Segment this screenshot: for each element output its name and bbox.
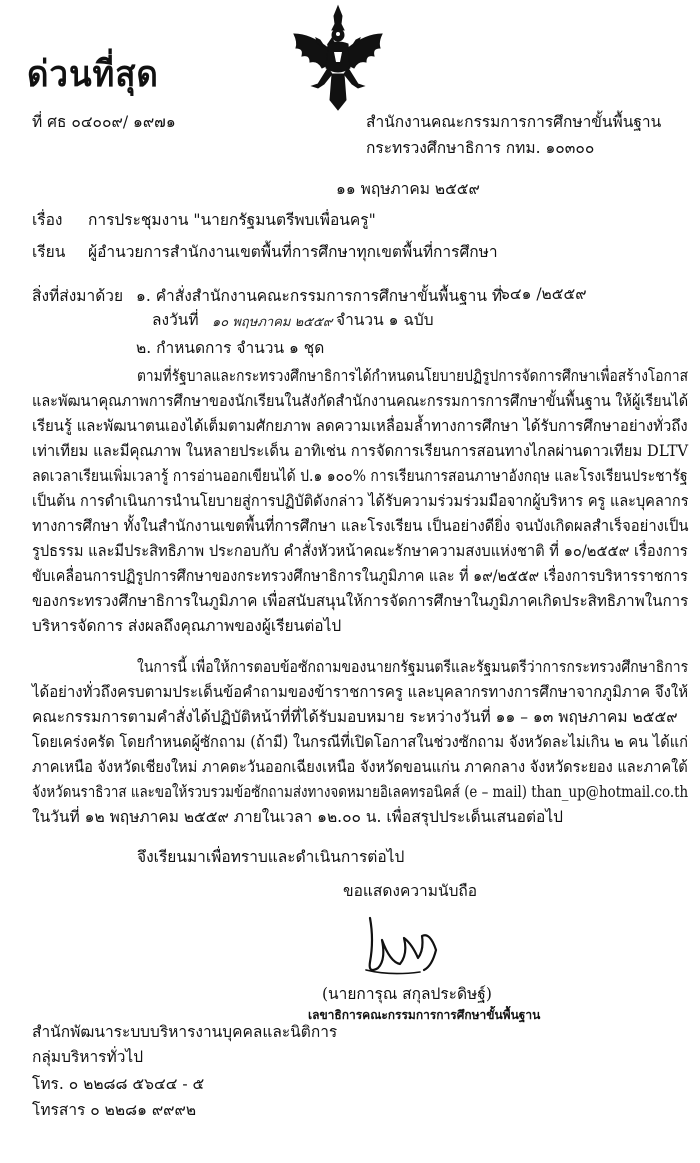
body-p2-line: โดยเคร่งครัด โดยกำหนดผู้ซักถาม (ถ้ามี) ในกรณีที่เปิดโอกาสในช่วงซักถาม จังหวัดละไม่เกิน ๒ คน ได้แก่ xyxy=(32,733,688,751)
body-p1-line: และพัฒนาคุณภาพการศึกษาของนักเรียนในสังกัดสำนักงานคณะกรรมการการศึกษาขั้นพื้นฐาน ให้ผู้เรียนได้ xyxy=(32,392,689,410)
body-p1-line: ตามที่รัฐบาลและกระทรวงศึกษาธิการได้กำหนดนโยบายปฏิรูปการจัดการศึกษาเพื่อสร้างโอกาส xyxy=(137,367,688,385)
body-p2-line: ในวันที่ ๑๒ พฤษภาคม ๒๕๕๙ ภายในเวลา ๑๒.๐๐ น. เพื่อสรุปประเด็นเสนอต่อไป xyxy=(32,808,563,826)
body-p2-line: คณะกรรมการตามคำสั่งได้ปฏิบัติหน้าที่ที่ได้รับมอบหมาย ระหว่างวันที่ ๑๑ – ๑๓ พฤษภาคม ๒๕๕๙ xyxy=(32,708,678,726)
footer-phone: โทร. ๐ ๒๒๘๘ ๕๖๔๔ - ๕ xyxy=(32,1075,205,1093)
reference-number: ที่ ศธ ๐๔๐๐๙/ ๑๙๗๑ xyxy=(32,113,176,131)
body-p3: จึงเรียนมาเพื่อทราบและดำเนินการต่อไป xyxy=(137,848,405,866)
garuda-emblem xyxy=(288,4,388,112)
body-p1-line: เรียนรู้ และพัฒนาตนเองได้เต็มตามศักยภาพ ลดความเหลื่อมล้ำทางการศึกษา ได้รับการศึกษาอย่างทั่วถึง xyxy=(32,417,688,435)
attachment-1-number: ๖๔๑ /๒๕๕๙ xyxy=(500,285,587,303)
body-p1-line: ของกระทรวงศึกษาธิการในภูมิภาค เพื่อสนับสนุนให้การจัดการศึกษาในภูมิภาคเกิดประสิทธิภาพในการ xyxy=(32,592,689,610)
letter-date: ๑๑ พฤษภาคม ๒๕๕๙ xyxy=(336,180,480,198)
attachment-2: ๒. กำหนดการ จำนวน ๑ ชุด xyxy=(136,339,325,357)
body-p2-line: ได้อย่างทั่วถึงครบตามประเด็นข้อคำถามของข้าราชการครู และบุคลากรทางการศึกษาจากภูมิภาค จึงให้ xyxy=(32,683,689,701)
attachment-1-count: จำนวน ๑ ฉบับ xyxy=(336,311,434,329)
body-p1-line: ขับเคลื่อนการปฏิรูปการศึกษาของกระทรวงศึกษาธิการในภูมิภาค และ ที่ ๑๙/๒๕๕๙ เรื่องการบริหารราชการ xyxy=(32,567,688,585)
urgency-stamp: ด่วนที่สุด xyxy=(27,54,159,95)
body-p1-line: ลดเวลาเรียนเพิ่มเวลารู้ การอ่านออกเขียนได้ ป.๑ ๑๐๐% การเรียนการสอนภาษาอังกฤษ และโรงเรียนประชารัฐ xyxy=(32,467,688,485)
signer-name: (นายการุณ สกุลประดิษฐ์) xyxy=(322,985,492,1003)
attachment-1-handwritten-date: ๑๐ พฤษภาคม ๒๕๕๙ xyxy=(212,315,333,330)
body-p1-line: เท่าเทียม และมีคุณภาพ ในหลายประเด็น อาทิเช่น การจัดการเรียนการสอนทางไกลผ่านดาวเทียม DLTV xyxy=(32,442,689,460)
footer-group: กลุ่มบริหารทั่วไป xyxy=(32,1048,144,1066)
body-p1-line: เป็นต้น การดำเนินการนำนโยบายสู่การปฏิบัติดังกล่าว ได้รับความร่วมร่วมมือจากผู้บริหาร ครู และบุคลากร xyxy=(32,492,689,510)
office-line-2: กระทรวงศึกษาธิการ กทม. ๑๐๓๐๐ xyxy=(366,139,595,157)
subject-text: การประชุมงาน "นายกรัฐมนตรีพบเพื่อนครู" xyxy=(88,211,376,229)
attachment-1-date-prefix: ลงวันที่ xyxy=(152,311,199,329)
body-p2-line: จังหวัดนราธิวาส และขอให้รวบรวมข้อซักถามส่งทางจดหมายอิเลคทรอนิคส์ (e – mail) than_up@hotmail.co.th xyxy=(32,783,689,801)
subject-label: เรื่อง xyxy=(32,211,63,229)
to-label: เรียน xyxy=(32,243,66,261)
footer-fax: โทรสาร ๐ ๒๒๘๑ ๙๙๙๒ xyxy=(32,1101,197,1119)
body-p1-line: รูปธรรม และมีประสิทธิภาพ ประกอบกับ คำสั่งหัวหน้าคณะรักษาความสงบแห่งชาติ ที่ ๑๐/๒๕๕๙ เรื่องการ xyxy=(32,542,688,560)
footer-department: สำนักพัฒนาระบบบริหารงานบุคคลและนิติการ xyxy=(32,1023,338,1041)
closing-phrase: ขอแสดงความนับถือ xyxy=(343,882,478,900)
to-text: ผู้อำนวยการสำนักงานเขตพื้นที่การศึกษาทุกเขตพื้นที่การศึกษา xyxy=(88,243,498,261)
body-p1-line: บริหารจัดการ ส่งผลถึงคุณภาพของผู้เรียนต่อไป xyxy=(32,617,342,635)
attachments-label: สิ่งที่ส่งมาด้วย xyxy=(32,287,124,305)
body-p2-line: ในการนี้ เพื่อให้การตอบข้อซักถามของนายกรัฐมนตรีและรัฐมนตรีว่าการกระทรวงศึกษาธิการ xyxy=(137,658,689,676)
attachment-1-line-1: ๑. คำสั่งสำนักงานคณะกรรมการการศึกษาขั้นพื้นฐาน ที่ xyxy=(136,287,503,305)
body-p1-line: ทางการศึกษา ทั้งในสำนักงานเขตพื้นที่การศึกษา และโรงเรียน เป็นอย่างดียิ่ง จนบังเกิดผลสำเร็จอย่างเป็น xyxy=(32,517,689,535)
body-p2-line: ภาคเหนือ จังหวัดเชียงใหม่ ภาคตะวันออกเฉียงเหนือ จังหวัดขอนแก่น ภาคกลาง จังหวัดระยอง และภาคใต้ xyxy=(32,758,688,776)
signer-position: เลขาธิการคณะกรรมการการศึกษาขั้นพื้นฐาน xyxy=(308,1008,541,1022)
office-line-1: สำนักงานคณะกรรมการการศึกษาขั้นพื้นฐาน xyxy=(366,113,662,131)
handwritten-signature xyxy=(360,910,450,980)
